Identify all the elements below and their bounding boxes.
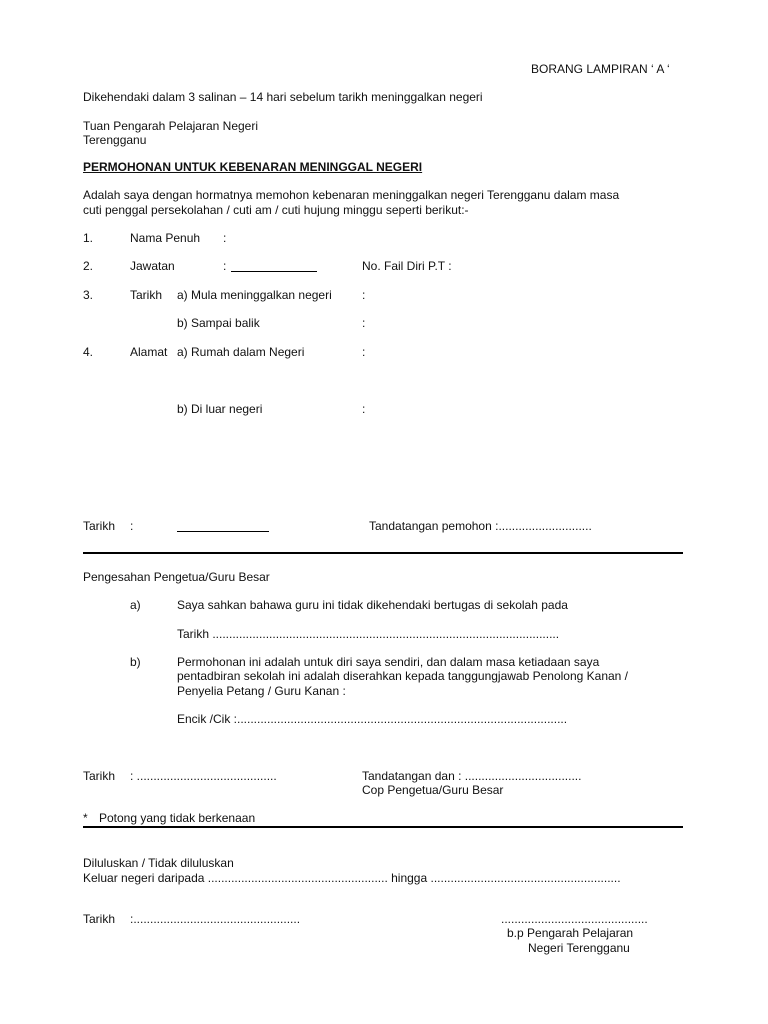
approval-date-field[interactable]: :.................................................. <box>130 912 301 926</box>
principal-item-a-marker: a) <box>130 598 141 612</box>
principal-item-b-line-1: Permohonan ini adalah untuk diri saya sendiri, dan dalam masa ketiadaan saya <box>177 655 600 669</box>
field-file-number-label: No. Fail Diri P.T : <box>362 259 452 273</box>
principal-item-b-line-3: Penyelia Petang / Guru Kanan : <box>177 684 346 698</box>
principal-signature-field[interactable]: Tandatangan dan : ................................... <box>362 769 582 783</box>
footnote-asterisk: * <box>83 811 88 825</box>
principal-verification-heading: Pengesahan Pengetua/Guru Besar <box>83 570 270 584</box>
field-outside-address-colon: : <box>362 402 366 416</box>
field-date-label: Tarikh <box>130 288 163 302</box>
field-full-name-label: Nama Penuh <box>130 231 201 245</box>
request-line-2: cuti penggal persekolahan / cuti am / cuti hujung minggu seperti berikut:- <box>83 203 469 217</box>
field-1-number: 1. <box>83 231 94 245</box>
field-home-address-colon: : <box>362 345 366 359</box>
field-outside-address-label: b) Di luar negeri <box>177 402 263 416</box>
field-date-departure-label: a) Mula meninggalkan negeri <box>177 288 332 302</box>
field-home-address-label: a) Rumah dalam Negeri <box>177 345 305 359</box>
principal-delegate-name-field[interactable]: Encik /Cik :................................................................................................... <box>177 712 568 726</box>
field-date-departure-colon: : <box>362 288 366 302</box>
applicant-date-colon: : <box>130 519 134 533</box>
approval-date-label: Tarikh <box>83 912 116 926</box>
field-address-label: Alamat <box>130 345 168 359</box>
addressee-line-1: Tuan Pengarah Pelajaran Negeri <box>83 119 259 133</box>
request-line-1: Adalah saya dengan hormatnya memohon kebenaran meninggalkan negeri Terengganu dalam masa <box>83 188 620 202</box>
approval-status: Diluluskan / Tidak diluluskan <box>83 856 234 870</box>
applicant-date-blank[interactable] <box>177 531 269 532</box>
applicant-date-label: Tarikh <box>83 519 116 533</box>
field-position-blank[interactable] <box>231 271 317 272</box>
approval-signature-field[interactable]: ............................................ <box>501 912 648 926</box>
field-2-number: 2. <box>83 259 94 273</box>
approval-period-field[interactable]: Keluar negeri daripada ...................................................... hingga ......................................................... <box>83 871 621 885</box>
form-title: PERMOHONAN UNTUK KEBENARAN MENINGGAL NEGERI <box>83 160 423 174</box>
copies-note: Dikehendaki dalam 3 salinan – 14 hari sebelum tarikh meninggalkan negeri <box>83 90 483 104</box>
principal-item-b-marker: b) <box>130 655 141 669</box>
approval-signatory-line-2: Negeri Terengganu <box>528 941 630 955</box>
form-reference-label: BORANG LAMPIRAN ‘ A ‘ <box>531 62 670 76</box>
principal-item-a-text: Saya sahkan bahawa guru ini tidak dikehendaki bertugas di sekolah pada <box>177 598 568 612</box>
applicant-signature-field[interactable]: Tandatangan pemohon :............................ <box>369 519 592 533</box>
field-3-number: 3. <box>83 288 94 302</box>
field-date-return-label: b) Sampai balik <box>177 316 260 330</box>
field-date-return-colon: : <box>362 316 366 330</box>
principal-item-b-line-2: pentadbiran sekolah ini adalah diserahkan kepada tanggungjawab Penolong Kanan / <box>177 669 629 683</box>
section-divider-2 <box>83 826 683 828</box>
principal-date-label: Tarikh <box>83 769 116 783</box>
approval-signatory-line-1: b.p Pengarah Pelajaran <box>507 926 634 940</box>
principal-item-a-date-field[interactable]: Tarikh ........................................................................................................ <box>177 627 560 641</box>
principal-stamp-label: Cop Pengetua/Guru Besar <box>362 783 504 797</box>
addressee-line-2: Terengganu <box>83 133 147 147</box>
principal-date-field[interactable]: : .......................................... <box>130 769 277 783</box>
field-full-name-colon: : <box>223 231 227 245</box>
section-divider <box>83 552 683 554</box>
field-position-label: Jawatan <box>130 259 175 273</box>
field-position-colon: : <box>223 259 227 273</box>
footnote-text: Potong yang tidak berkenaan <box>99 811 256 825</box>
field-4-number: 4. <box>83 345 94 359</box>
